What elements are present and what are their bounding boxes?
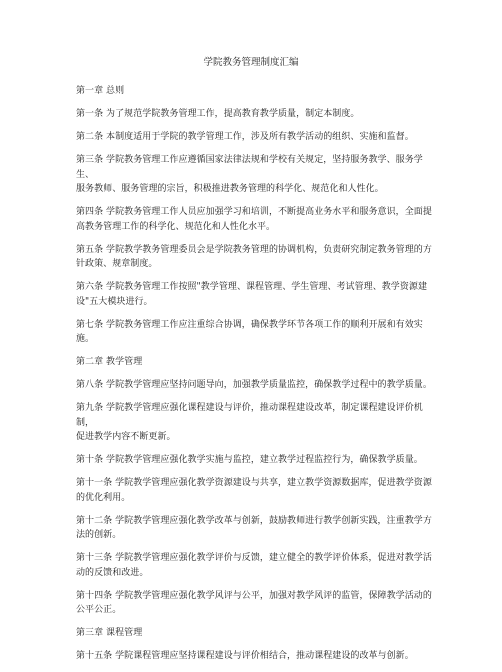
- article-paragraph: 第九条 学院教学管理应强化课程建设与评价，推动课程建设改革，制定课程建设评价机制， 促进教学内容不断更新。: [76, 403, 423, 442]
- article-paragraph: 第五条 学院教学教务管理委员会是学院教务管理的协调机构，负责研究制定教务管理的方 针政策、规章制度。: [76, 244, 432, 269]
- chapter-heading: 第二章 教学管理: [76, 357, 143, 367]
- document-title: 学院教务管理制度汇编: [203, 57, 299, 68]
- article-paragraph: 第十五条 学院课程管理应坚持课程建设与评价相结合，推动课程建设的改革与创新。: [76, 651, 414, 661]
- article-paragraph: 第三条 学院教务管理工作应遵循国家法律法规和学校有关规定，坚持服务教学、服务学生、 服务教师、服务管理的宗旨，积极推进教务管理的科学化、规范化和人性化。: [76, 155, 423, 194]
- article-paragraph: 第六条 学院教务管理工作按照"教学管理、课程管理、学生管理、考试管理、教学资源建 设"五大模块进行。: [76, 282, 428, 307]
- article-paragraph: 第一条 为了规范学院教务管理工作，提高教育教学质量，制定本制度。: [76, 109, 360, 119]
- article-paragraph: 第十条 学院教学管理应强化教学实施与监控，建立教学过程监控行为，确保教学质量。: [76, 455, 423, 465]
- article-paragraph: 第七条 学院教务管理工作应注重综合协调，确保教学环节各项工作的顺利开展和有效实施。: [76, 319, 423, 344]
- article-paragraph: 第十二条 学院教学管理应强化教学改革与创新，鼓励教师进行教学创新实践，注重教学方 法的创新。: [76, 515, 432, 540]
- article-paragraph: 第十一条 学院教学管理应强化教学资源建设与共享，建立教学资源数据库，促进教学资源 的优化利用。: [76, 478, 432, 503]
- chapter-heading: 第一章 总则: [76, 86, 125, 96]
- article-paragraph: 第八条 学院教学管理应坚持问题导向，加强教学质量监控，确保教学过程中的教学质量。: [76, 380, 432, 390]
- article-paragraph: 第二条 本制度适用于学院的教学管理工作，涉及所有教学活动的组织、实施和监督。: [76, 132, 414, 142]
- article-paragraph: 第十三条 学院教学管理应强化教学评价与反馈，建立健全的教学评价体系，促进对教学活 动的反馈和改进。: [76, 553, 432, 578]
- article-paragraph: 第四条 学院教务管理工作人员应加强学习和培训，不断提高业务水平和服务意识，全面提 高教务管理工作的科学化、规范化和人性化水平。: [76, 207, 432, 232]
- chapter-heading: 第三章 课程管理: [76, 628, 143, 638]
- article-paragraph: 第十四条 学院教学管理应强化教学风评与公平，加强对教学风评的监管，保障教学活动的 公平公正。: [76, 590, 432, 615]
- document-body: [76, 84, 432, 672]
